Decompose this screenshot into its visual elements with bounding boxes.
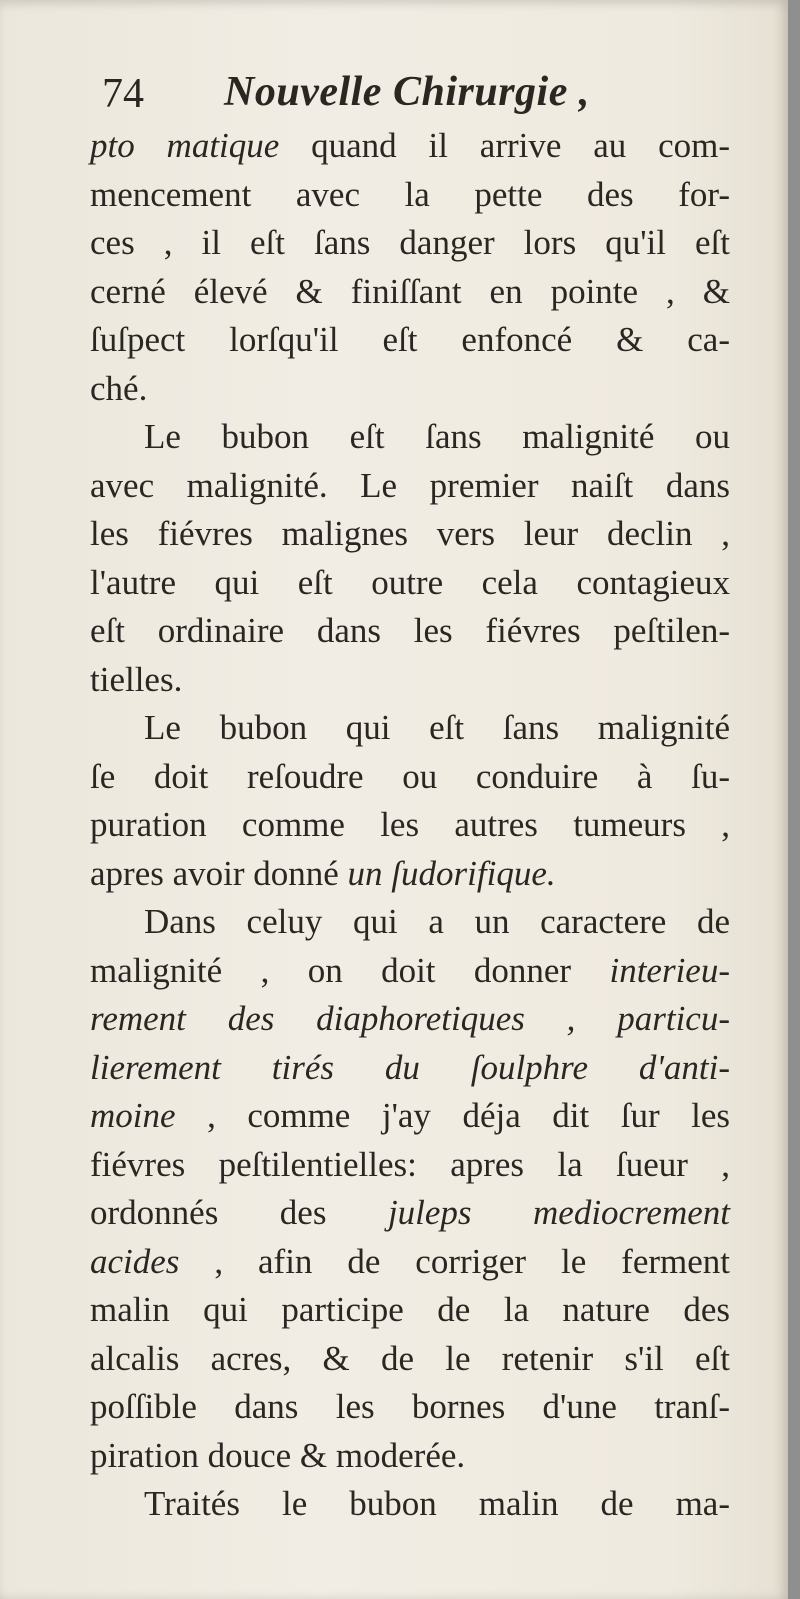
text-segment: Dans celuy qui a un caractere de	[144, 902, 730, 941]
text-line	[90, 947, 730, 996]
italic-text: un ſudorifique.	[347, 853, 556, 893]
text-segment: avec malignité. Le premier naiſt dans	[90, 465, 730, 505]
text-segment: alcalis acres, & de le retenir s'il eſt	[90, 1338, 730, 1378]
text-segment: ſuſpect lorſqu'il eſt enfoncé & ca-	[90, 320, 730, 359]
text-line	[90, 898, 730, 947]
text-line	[90, 268, 730, 317]
text-line	[90, 413, 730, 462]
text-segment: ces , il eſt ſans danger lors qu'il eſt	[90, 223, 730, 262]
text-line	[90, 656, 730, 705]
text-line	[90, 1335, 730, 1384]
text-line	[90, 316, 730, 365]
text-segment: poſſible dans les bornes d'une tranſ-	[90, 1387, 730, 1426]
text-segment: apres avoir donné	[90, 853, 348, 893]
text-line	[90, 365, 730, 414]
text-line	[90, 1092, 730, 1141]
text-segment: , comme j'ay déja dit ſur les	[175, 1096, 730, 1135]
italic-text: acides	[90, 1241, 180, 1281]
text-line	[90, 1238, 730, 1287]
text-segment: ſe doit reſoudre ou conduire à ſu-	[90, 756, 730, 796]
text-line	[90, 1189, 730, 1238]
text-line	[90, 607, 730, 656]
text-line	[90, 1480, 730, 1529]
text-line	[90, 122, 730, 171]
page-number: 74	[102, 71, 144, 117]
italic-text: rement des diaphoretiques , particu-	[90, 999, 730, 1038]
italic-text: lierement tirés du ſoulphre d'anti-	[90, 1047, 730, 1087]
text-segment: Le bubon qui eſt ſans malignité	[144, 708, 730, 747]
text-line	[90, 462, 730, 511]
text-segment: fiévres peſtilentielles: apres la ſueur ,	[90, 1144, 730, 1184]
text-segment: , afin de corriger le ferment	[179, 1241, 730, 1281]
text-line	[90, 850, 730, 899]
text-line	[90, 1383, 730, 1432]
text-segment: Traités le bubon malin de ma-	[144, 1484, 730, 1523]
text-segment: mencement avec la pette des for-	[90, 174, 730, 214]
text-line	[90, 171, 730, 220]
running-head: Nouvelle Chirurgie ,	[224, 69, 590, 115]
text-segment: ché.	[90, 368, 148, 408]
text-segment: eſt ordinaire dans les fiévres peſtilen-	[90, 611, 730, 650]
text-segment: l'autre qui eſt outre cela contagieux	[90, 562, 730, 602]
text-line	[90, 219, 730, 268]
text-line	[90, 1286, 730, 1335]
text-segment: cerné élevé & finiſſant en pointe , &	[90, 271, 730, 311]
text-line	[90, 753, 730, 802]
text-segment: piration douce & moderée.	[90, 1435, 466, 1475]
text-segment: Le bubon eſt ſans malignité ou	[144, 417, 730, 456]
text-line	[90, 704, 730, 753]
italic-text: juleps mediocrement	[387, 1193, 730, 1232]
text-line	[90, 1044, 730, 1093]
italic-text: moine	[90, 1096, 176, 1135]
text-line	[90, 1141, 730, 1190]
body-text	[90, 122, 730, 1529]
text-segment: les fiévres malignes vers leur declin ,	[90, 514, 730, 553]
text-segment: tielles.	[90, 659, 183, 699]
text-line	[90, 510, 730, 559]
text-segment: puration comme les autres tumeurs ,	[90, 805, 730, 844]
text-segment: ordonnés des	[90, 1193, 388, 1232]
text-line	[90, 801, 730, 850]
italic-text: interieu-	[609, 950, 730, 990]
italic-text: pto matique	[90, 126, 280, 165]
text-line	[90, 995, 730, 1044]
text-line	[90, 1432, 730, 1481]
text-segment: malignité , on doit donner	[90, 950, 610, 990]
page-header	[92, 64, 652, 124]
text-segment: quand il arrive au com-	[279, 126, 730, 165]
text-segment: malin qui participe de la nature des	[90, 1290, 730, 1329]
text-line	[90, 559, 730, 608]
